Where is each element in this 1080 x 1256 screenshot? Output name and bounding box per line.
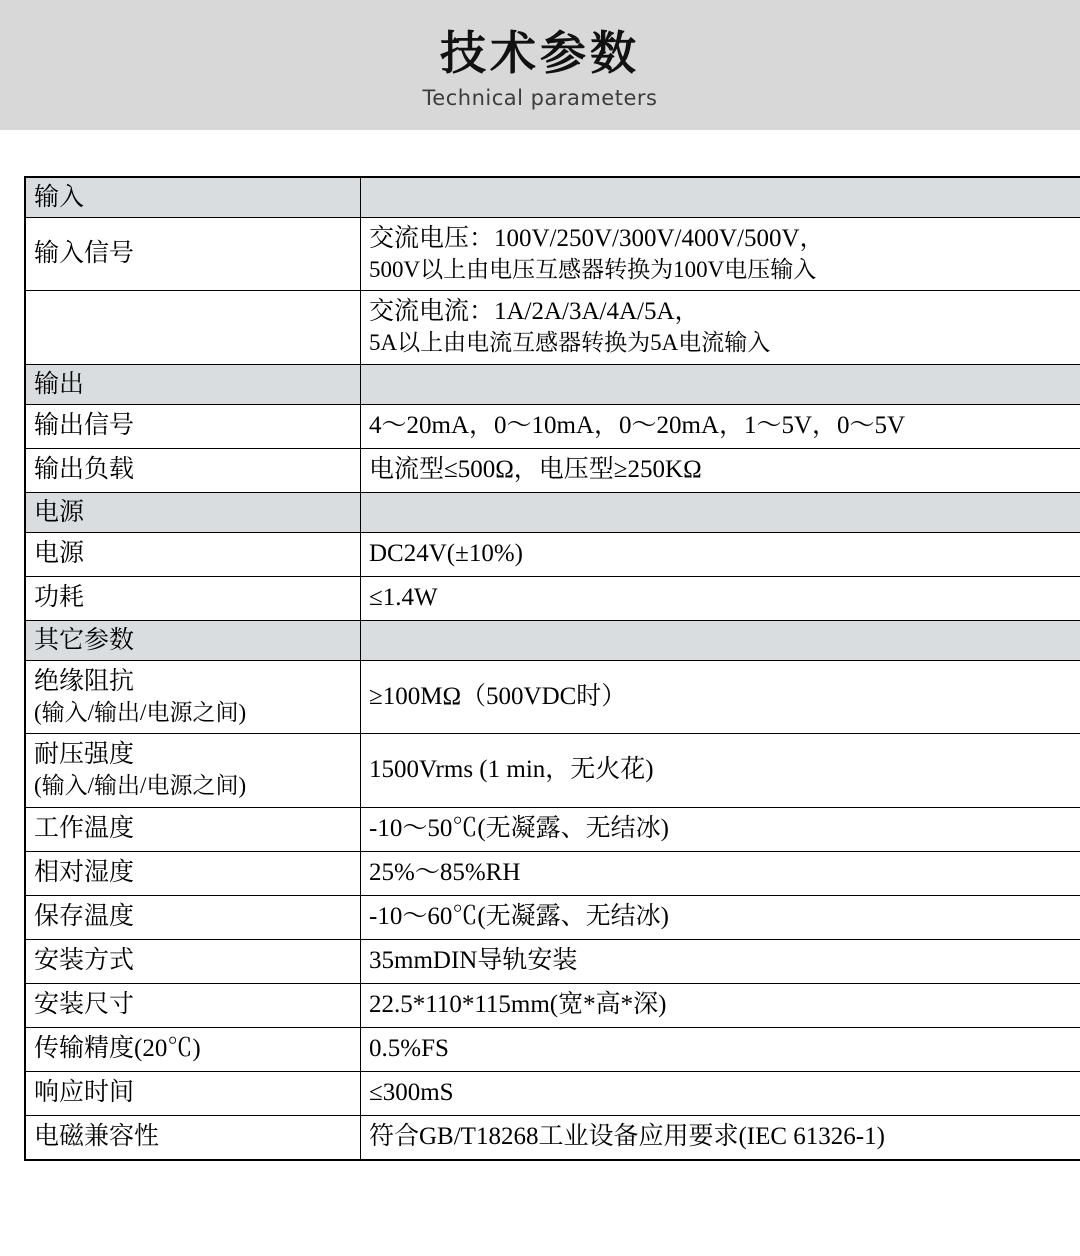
- row-label: 电源: [25, 532, 361, 576]
- row-value: ≥100MΩ（500VDC时）: [361, 660, 1080, 733]
- table-row: [25, 1115, 1080, 1160]
- page-header: [0, 0, 1080, 130]
- row-label: 响应时间: [25, 1071, 361, 1115]
- table-row: [25, 291, 1080, 364]
- section-value: [361, 177, 1080, 218]
- table-row: [25, 807, 1080, 851]
- row-label: 输出信号: [25, 404, 361, 448]
- page-subtitle: Technical parameters: [422, 85, 658, 110]
- spec-table-body: [25, 177, 1080, 1160]
- spec-table-container: [0, 130, 1080, 1161]
- text-line: (输入/输出/电源之间): [34, 773, 247, 799]
- table-row: [25, 660, 1080, 733]
- section-value: [361, 620, 1080, 660]
- row-value: 0.5%FS: [361, 1027, 1080, 1071]
- row-value: 4～20mA，0～10mA，0～20mA，1～5V，0～5V: [361, 404, 1080, 448]
- section-value: [361, 364, 1080, 404]
- table-row: [25, 576, 1080, 620]
- row-value: ≤300mS: [361, 1071, 1080, 1115]
- row-value: 22.5*110*115mm(宽*高*深): [361, 983, 1080, 1027]
- row-value: 35mmDIN导轨安装: [361, 939, 1080, 983]
- section-label: 电源: [25, 492, 361, 532]
- row-label: [25, 734, 361, 807]
- text-line: 5A以上由电流互感器转换为5A电流输入: [369, 330, 771, 356]
- row-label: 输入信号: [25, 218, 361, 291]
- section-row: [25, 620, 1080, 660]
- section-label: 输出: [25, 364, 361, 404]
- row-value: [361, 291, 1080, 364]
- row-value: 25%～85%RH: [361, 851, 1080, 895]
- table-row: [25, 983, 1080, 1027]
- row-value: -10～60℃(无凝露、无结冰): [361, 895, 1080, 939]
- row-value: [361, 218, 1080, 291]
- row-value: 符合GB/T18268工业设备应用要求(IEC 61326-1): [361, 1115, 1080, 1160]
- table-row: [25, 1027, 1080, 1071]
- table-row: [25, 448, 1080, 492]
- row-label: [25, 291, 361, 364]
- section-label: 其它参数: [25, 620, 361, 660]
- section-row: [25, 364, 1080, 404]
- page-title: 技术参数: [440, 26, 640, 81]
- row-value: 1500Vrms (1 min，无火花): [361, 734, 1080, 807]
- text-line: 交流电流：1A/2A/3A/4A/5A，: [369, 298, 700, 326]
- table-row: [25, 218, 1080, 291]
- section-row: [25, 177, 1080, 218]
- row-label: 输出负载: [25, 448, 361, 492]
- row-label: 电磁兼容性: [25, 1115, 361, 1160]
- section-row: [25, 492, 1080, 532]
- text-line: 500V以上由电压互感器转换为100V电压输入: [369, 257, 817, 282]
- text-line: 耐压强度: [34, 741, 135, 769]
- row-value: ≤1.4W: [361, 576, 1080, 620]
- table-row: [25, 532, 1080, 576]
- table-row: [25, 939, 1080, 983]
- row-label: [25, 660, 361, 733]
- row-label: 安装方式: [25, 939, 361, 983]
- section-value: [361, 492, 1080, 532]
- row-label: 工作温度: [25, 807, 361, 851]
- text-line: 绝缘阻抗: [34, 667, 135, 695]
- table-row: [25, 404, 1080, 448]
- table-row: [25, 895, 1080, 939]
- table-row: [25, 734, 1080, 807]
- text-line: (输入/输出/电源之间): [34, 699, 247, 725]
- row-label: 传输精度(20℃): [25, 1027, 361, 1071]
- section-label: 输入: [25, 177, 361, 218]
- row-value: DC24V(±10%): [361, 532, 1080, 576]
- row-label: 相对湿度: [25, 851, 361, 895]
- row-label: 保存温度: [25, 895, 361, 939]
- table-row: [25, 851, 1080, 895]
- table-row: [25, 1071, 1080, 1115]
- text-line: 交流电压：100V/250V/300V/400V/500V，: [369, 225, 825, 252]
- technical-parameters-table: [24, 176, 1080, 1161]
- row-value: -10～50℃(无凝露、无结冰): [361, 807, 1080, 851]
- row-label: 功耗: [25, 576, 361, 620]
- row-label: 安装尺寸: [25, 983, 361, 1027]
- row-value: 电流型≤500Ω，电压型≥250KΩ: [361, 448, 1080, 492]
